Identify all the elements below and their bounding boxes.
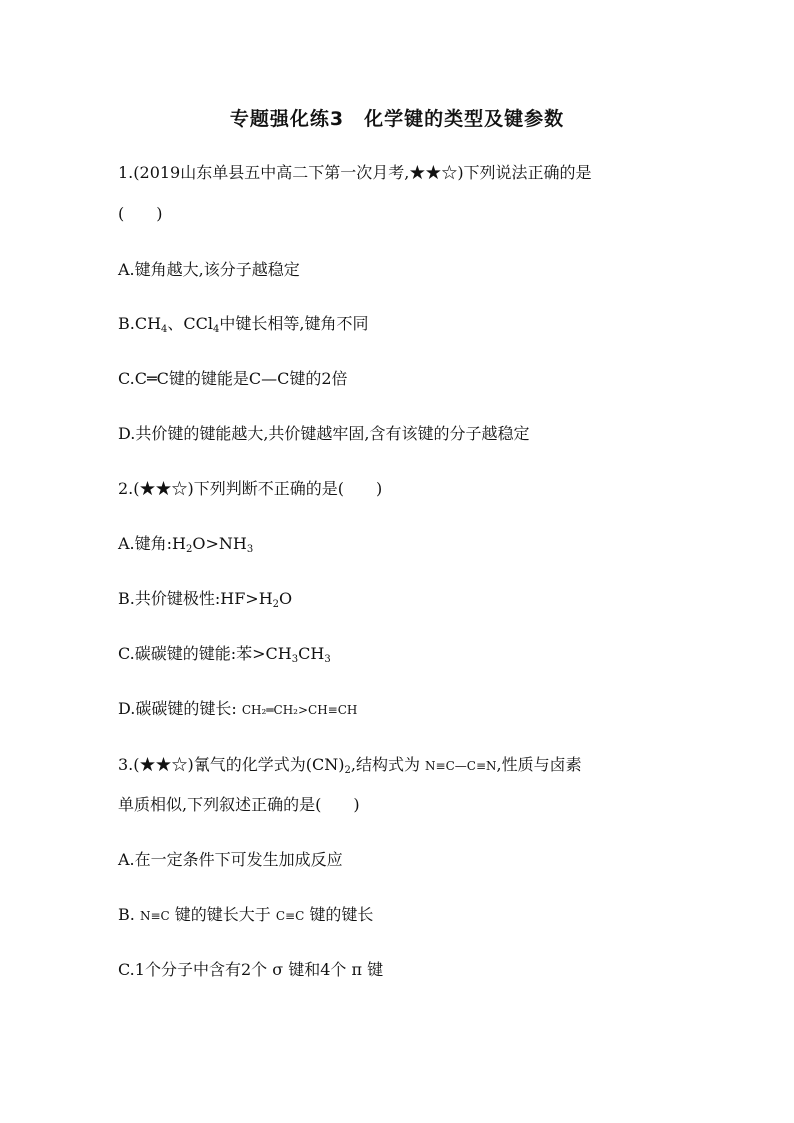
q2-option-c-sub2: 3 xyxy=(324,654,331,665)
q3-stem-text3: ,性质与卤素 xyxy=(496,755,582,774)
q3-option-a: A.在一定条件下可发生加成反应 xyxy=(118,850,343,869)
q3-option-c: C.1个分子中含有2个 σ 键和4个 π 键 xyxy=(118,960,384,979)
q1-option-c: C.C═C键的键能是C—C键的2倍 xyxy=(118,369,348,388)
q1-option-b-sub2: 4 xyxy=(213,324,220,335)
q2-option-b-text2: O xyxy=(279,589,293,608)
q3-option-b-formula1: N≡C xyxy=(139,909,170,923)
q2-option-c-text1: C.碳碳键的键能:苯>CH xyxy=(118,644,292,663)
q2-option-b-text1: B.共价键极性:HF>H xyxy=(118,589,273,608)
q3-option-b-formula2: C≡C xyxy=(275,909,305,923)
q3-stem-line2: 单质相似,下列叙述正确的是( ) xyxy=(118,795,360,814)
q3-structural-formula: N≡C—C≡N xyxy=(425,759,497,773)
q2-option-b xyxy=(118,588,292,616)
q1-stem-line1: 1.(2019山东单县五中高二下第一次月考,★★☆)下列说法正确的是 xyxy=(118,163,592,182)
q2-option-b-sub: 2 xyxy=(272,599,280,610)
q2-option-a-sub1: 2 xyxy=(186,544,193,555)
q3-stem-line1 xyxy=(118,754,582,782)
q2-stem: 2.(★★☆)下列判断不正确的是( ) xyxy=(118,479,383,498)
q3-stem-text2: ,结构式为 xyxy=(350,755,426,774)
q3-option-b-text1: B. xyxy=(118,905,140,924)
q1-option-b xyxy=(118,313,369,341)
q3-stem-sub: 2 xyxy=(344,765,351,776)
q1-option-b-text2: 、CCl xyxy=(167,314,214,333)
q3-option-b xyxy=(118,904,373,927)
q2-option-c-sub1: 3 xyxy=(291,654,299,665)
q2-option-a-text1: A.键角:H xyxy=(118,534,186,553)
q3-option-b-text3: 键的键长 xyxy=(304,905,374,924)
q1-option-b-text1: B.CH xyxy=(118,314,162,333)
q2-option-a-sub2: 3 xyxy=(246,544,254,555)
q1-option-b-text3: 中键长相等,键角不同 xyxy=(219,314,369,333)
q2-option-d xyxy=(118,698,357,721)
q2-option-a xyxy=(118,533,253,561)
q2-option-a-text2: O>NH xyxy=(192,534,247,553)
q1-stem-line2: ( ) xyxy=(118,204,163,223)
q2-option-c xyxy=(118,643,331,671)
q3-option-b-text2: 键的键长大于 xyxy=(169,905,276,924)
q2-option-d-formula: CH₂═CH₂>CH≡CH xyxy=(241,703,358,717)
q1-option-a: A.键角越大,该分子越稳定 xyxy=(118,260,300,279)
q2-option-d-text: D.碳碳键的键长: xyxy=(118,699,242,718)
q3-stem-text1: 3.(★★☆)氰气的化学式为(CN) xyxy=(118,755,345,774)
q2-option-c-text2: CH xyxy=(298,644,325,663)
page-title: 专题强化练3 化学键的类型及键参数 xyxy=(229,108,565,130)
q1-option-b-sub1: 4 xyxy=(161,324,168,335)
q1-option-d: D.共价键的键能越大,共价键越牢固,含有该键的分子越稳定 xyxy=(118,424,530,443)
